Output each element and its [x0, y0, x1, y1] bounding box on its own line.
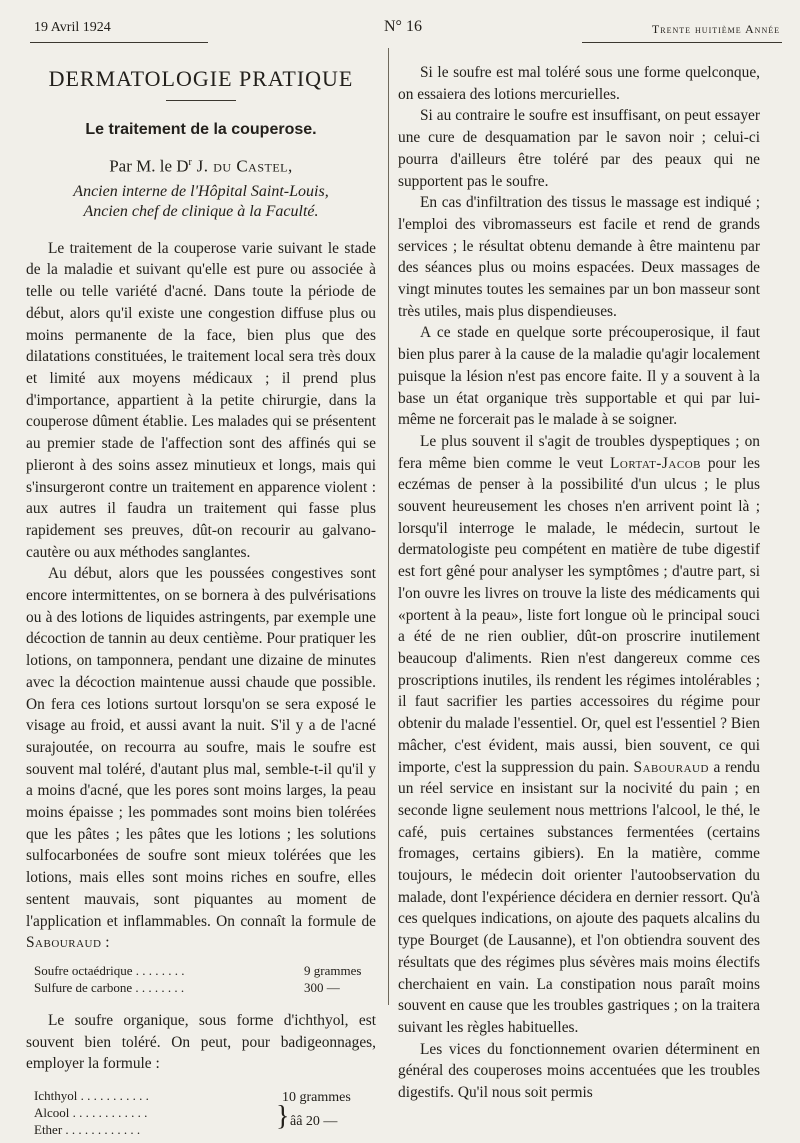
formula-quantity: 10 grammes: [282, 1090, 351, 1106]
formula-ingredient: Soufre octaédrique . . . . . . . .: [34, 962, 185, 978]
paragraph: A ce stade en quelque sorte précouperosique, il faut bien plus parer à la cause de la maladie qu'agir localement puisque la lésion n'est pas encore faite. Il y a souvent à la base un état organique très supportable et qui par lui-même ne forcerait pas le malade à se soigner.: [398, 324, 760, 429]
author-reference: Sabouraud: [633, 758, 709, 776]
author-name: J. du Castel,: [191, 157, 293, 177]
author-reference: Lortat-Jacob: [610, 454, 701, 472]
formula-row: [34, 962, 376, 979]
header-rule-left: [30, 42, 208, 43]
title-rule: [166, 100, 236, 101]
formula-quantity: 9 grammes: [304, 962, 362, 978]
paragraph: [26, 563, 376, 954]
affiliation-1: Ancien interne de l'Hôpital Saint-Louis,: [73, 182, 329, 200]
author-reference: Sabouraud: [26, 934, 102, 952]
page-header: [34, 18, 780, 40]
section-title: DERMATOLOGIE PRATIQUE: [48, 66, 354, 91]
paragraph: Si au contraire le soufre est insuffisant, on peut essayer une cure de desquamation par le savon noir ; celui-ci pourra d'ailleurs être toléré par des peaux qui ne supportent pas le soufre.: [398, 107, 760, 190]
byline-sup: r: [188, 157, 192, 169]
formula-row: [34, 979, 376, 996]
affiliations: [26, 182, 376, 222]
column-divider: [388, 48, 389, 1005]
paragraph-text: pour les eczémas de penser à la possibilité d'un ulcus ; le plus souvent heureusement les choses n'en arrivent point là ; lorsqu'il interroge le malade, le médecin, surtout le dermatologiste peu compétent en matière de tube digestif est fort gêné pour analyser les symptômes ; d'autre part, si l'on ouvre les livres on trouve la liste des médicaments qui «portent à la peau», liste fort longue où le principal souci a été de ne rien oublier, dût-on proscrire inutilement beaucoup d'aliments. Rien n'est dangereux comme ces proscriptions inutiles, ils rendent les régimes intolérables ; il faut sacrifier les parties accessoires du régime pour obtenir du malade l'essentiel. Or, quel est l'essentiel ? Bien mâcher, c'est évident, mais aussi, bien souvent, ce qui importe, c'est la suppression du pain.: [398, 454, 760, 776]
byline: [26, 152, 376, 177]
issue-date: 19 Avril 1924: [34, 20, 111, 35]
formula-brace: }: [276, 1101, 290, 1133]
formula-ingredient: Alcool . . . . . . . . . . . .: [34, 1105, 148, 1121]
formula-2: [26, 1087, 376, 1143]
publication-year: Trente huitième Année: [651, 22, 780, 36]
left-column: [26, 62, 376, 1143]
paragraph-text: Le plus souvent il s'agit de troubles dyspeptiques ; on fera même bien comme le veut: [398, 432, 760, 472]
paragraph: En cas d'infiltration des tissus le massage est indiqué ; l'emploi des vibromasseurs est facile et rend de grands services ; le résultat obtenu demande à être maintenu par des séances plus ou moins espacées. Deux massages de vingt minutes toutes les semaines par un bon masseur sont très utiles, mais plus dispendieuses.: [398, 194, 760, 320]
formula-ingredient: Ether . . . . . . . . . . . .: [34, 1122, 141, 1138]
formula-ingredient: Ichthyol . . . . . . . . . . .: [34, 1088, 149, 1104]
paragraph-text: :: [101, 934, 110, 952]
paragraph: [398, 431, 760, 1039]
header-rule-right: [582, 42, 782, 43]
paragraph-text: a rendu un réel service en insistant sur la nocivité du pain ; en seconde ligne seulement nous mettrions l'alcool, le thé, le café, puis certaines substances fermentées (certains fromages, certains gibiers). En la matière, comme toujours, le médecin doit orienter l'autoobservation du malade, dont l'expérience décidera en dernier ressort. Qu'à ces quelques indications, on ajoute des paquets alcalins du type Bourget (de Lausanne), et l'on obtiendra souvent des résultats que des régimes plus sévères mais moins électifs cherchaient en vain. La constipation nous paraît moins souvent en cause que les troubles gastriques ; on la traitera suivant les règles habituelles.: [398, 758, 760, 1036]
paragraph: Les vices du fonctionnement ovarien déterminent en général des couperoses moins accentuées que les troubles digestifs. Qu'il nous soit permis: [398, 1040, 760, 1102]
byline-prefix: Par M. le D: [109, 157, 189, 177]
formula-ingredient: Sulfure de carbone . . . . . . . .: [34, 979, 185, 995]
formula-1: [34, 962, 376, 996]
formula-quantity: 300 —: [304, 979, 340, 995]
issue-number: N° 16: [384, 18, 422, 35]
paragraph: Si le soufre est mal toléré sous une forme quelconque, on essaiera des lotions mercurielles.: [398, 64, 760, 103]
paragraph: Le soufre organique, sous forme d'ichthyol, est souvent bien toléré. On peut, pour badigeonnages, employer la formule :: [26, 1011, 376, 1073]
article-subtitle: Le traitement de la couperose.: [85, 120, 317, 138]
formula-quantity: ââ 20 —: [290, 1114, 338, 1130]
paragraph: Le traitement de la couperose varie suivant le stade de la maladie et suivant qu'elle est pure ou associée à telle ou telle variété d'acné. Dans toute la période de début, alors qu'il existe une congestion diffuse plus ou moins permanente de la face, bien plus que des dilatations constituées, le traitement local sera très doux et limité aux moyens médicaux ; il prend plus d'importance, appartient à la petite chirurgie, dans la couperose dûment établie. Les malades qui se présentent au premier stade de l'affection sont des affinés qui se plieront à des soins assez minutieux et longs, mais qui s'insurgeront contre un traitement en apparence violent : aux autres il faudra un traitement qui fasse plus rapidement ses preuves, dût-on recourir au galvano-cautère ou aux méthodes sanglantes.: [26, 239, 376, 561]
affiliation-2: Ancien chef de clinique à la Faculté.: [83, 202, 319, 220]
right-column: [398, 62, 760, 1104]
paragraph-text: Au début, alors que les poussées congestives sont encore intermittentes, on se bornera à des pulvérisations ou à des lotions de liquides astringents, par exemple une décoction de tannin au deux centième. Pour pratiquer les lotions, on tamponnera, pendant une dizaine de minutes avec la décoction maintenue aussi chaude que possible. On fera ces lotions surtout lorsqu'on se sera exposé le visage au froid, et aussi avant la nuit. S'il y a de l'acné surajoutée, on recourra au soufre, mais le soufre est souvent mal toléré, d'autant plus mal, semble-t-il qu'il y a moins d'acné, que les pores sont moins larges, la peau moins épaisse ; les pommades sont moins bien tolérées que les pâtes ; les pâtes que les lotions ; les solutions sulfocarbonées de soufre sont mieux tolérées que les lotions, mais elles sont moins riches en soufre, elles sentent mauvais, sont piquantes au moment de l'application et inflammables. On connaît la formule de: [26, 565, 376, 930]
